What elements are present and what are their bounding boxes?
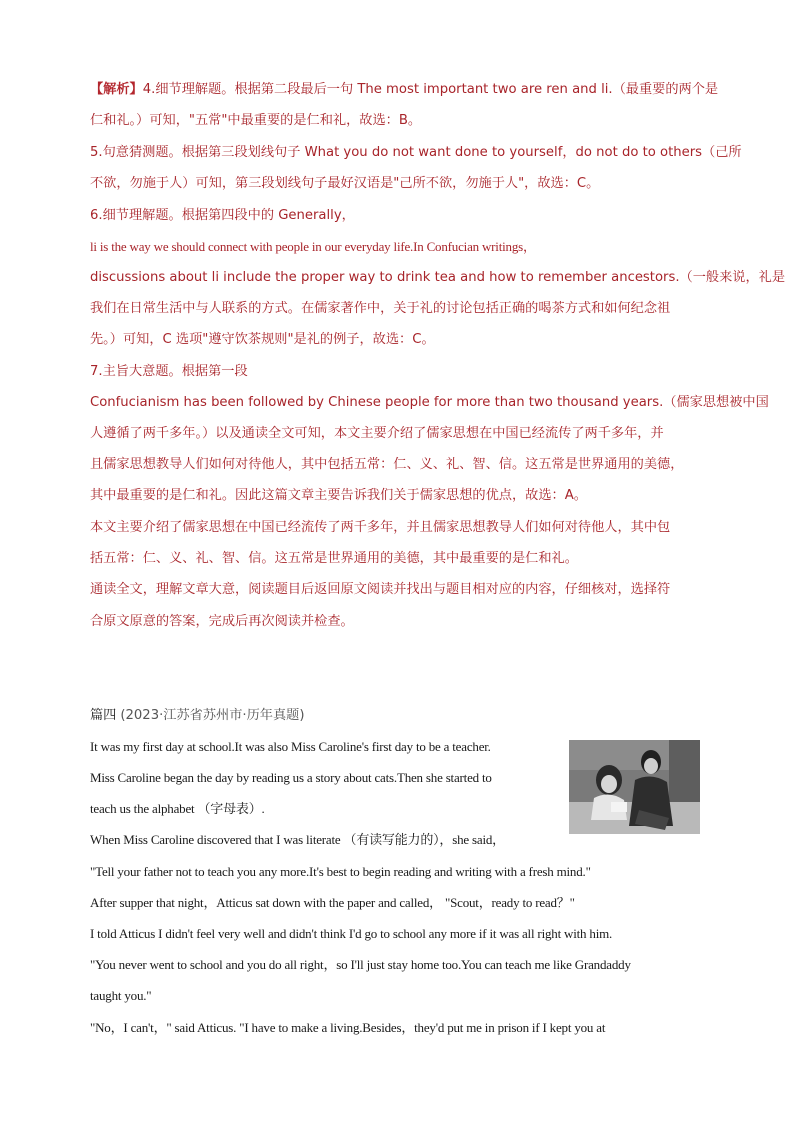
section-heading [90,706,706,726]
passage-line-4: When Miss Caroline discovered that I was literate （有读写能力的），she said， [90,832,505,847]
analysis-line-15: 本文主要介绍了儒家思想在中国已经流传了两千多年，并且儒家思想教导人们如何对待他人，其中包 [90,520,671,535]
analysis-line-12: 人遵循了两千多年。）以及通读全文可知，本文主要介绍了儒家思想在中国已经流传了两千多年，并 [90,426,664,441]
illustration-image [569,740,700,834]
analysis-line-13: 且儒家思想教导人们如何对待他人，其中包括五常：仁、义、礼、智、信。这五常是世界通用的美德， [90,457,684,472]
analysis-line-2: 仁和礼。）可知，"五常"中最重要的是仁和礼，故选：B。 [90,113,422,128]
analysis-line-10: 7.主旨大意题。根据第一段 [90,364,248,379]
analysis-line-3: 5.句意猜测题。根据第三段划线句子 What you do not want done to yourself，do not do to others（己所 [90,145,742,160]
passage-line-9: taught you." [90,988,152,1003]
passage-line-2: Miss Caroline began the day by reading us a story about cats.Then she started to [90,770,492,785]
analysis-line-14: 其中最重要的是仁和礼。因此这篇文章主要告诉我们关于儒家思想的优点，故选：A。 [90,488,587,503]
analysis-line-5: 6.细节理解题。根据第四段中的 Generally， [90,208,355,223]
analysis-line-8: 我们在日常生活中与人联系的方式。在儒家著作中，关于礼的讨论包括正确的喝茶方式和如何纪念祖 [90,301,671,316]
analysis-line-17: 通读全文，理解文章大意，阅读题目后返回原文阅读并找出与题目相对应的内容，仔细核对，选择符 [90,582,671,597]
passage-line-3: teach us the alphabet （字母表）. [90,801,265,816]
section-title: 篇四 [90,708,117,723]
analysis-line-7: discussions about li include the proper way to drink tea and how to remember ancestors.（一般来说，礼是 [90,270,786,285]
passage-line-7: I told Atticus I didn't feel very well and didn't think I'd go to school any more if it was all right with him. [90,926,613,941]
analysis-line-6: li is the way we should connect with people in our everyday life.In Confucian writings， [90,239,536,254]
passage-line-8: "You never went to school and you do all right，so I'll just stay home too.You can teach me like Grandaddy [90,957,631,972]
analysis-line-9: 先。）可知，C 选项"遵守饮茶规则"是礼的例子，故选：C。 [90,332,435,347]
analysis-line-18: 合原文原意的答案，完成后再次阅读并检查。 [90,614,354,629]
passage-line-10: "No，I can't，" said Atticus. "I have to make a living.Besides，they'd put me in prison if I kept you at [90,1020,606,1035]
passage-line-1: It was my first day at school.It was also Miss Caroline's first day to be a teacher. [90,739,491,754]
section-source: (2023·江苏省苏州市·历年真题) [120,708,305,723]
analysis-line-11: Confucianism has been followed by Chinese people for more than two thousand years.（儒家思想被中国 [90,395,769,410]
analysis-line-1: 【解析】4.细节理解题。根据第二段最后一句 The most important two are ren and li.（最重要的两个是 [90,82,719,97]
analysis-line-4: 不欲，勿施于人）可知，第三段划线句子最好汉语是"己所不欲，勿施于人"，故选：C。 [90,176,600,191]
passage-line-5: "Tell your father not to teach you any more.It's best to begin reading and writing with a fresh mind." [90,864,591,879]
passage-line-6: After supper that night，Atticus sat down with the paper and called， "Scout，ready to read？" [90,895,575,910]
analysis-tag: 【解析】 [90,82,143,97]
analysis-line-16: 括五常：仁、义、礼、智、信。这五常是世界通用的美德，其中最重要的是仁和礼。 [90,551,578,566]
illustration-photo [569,740,700,834]
